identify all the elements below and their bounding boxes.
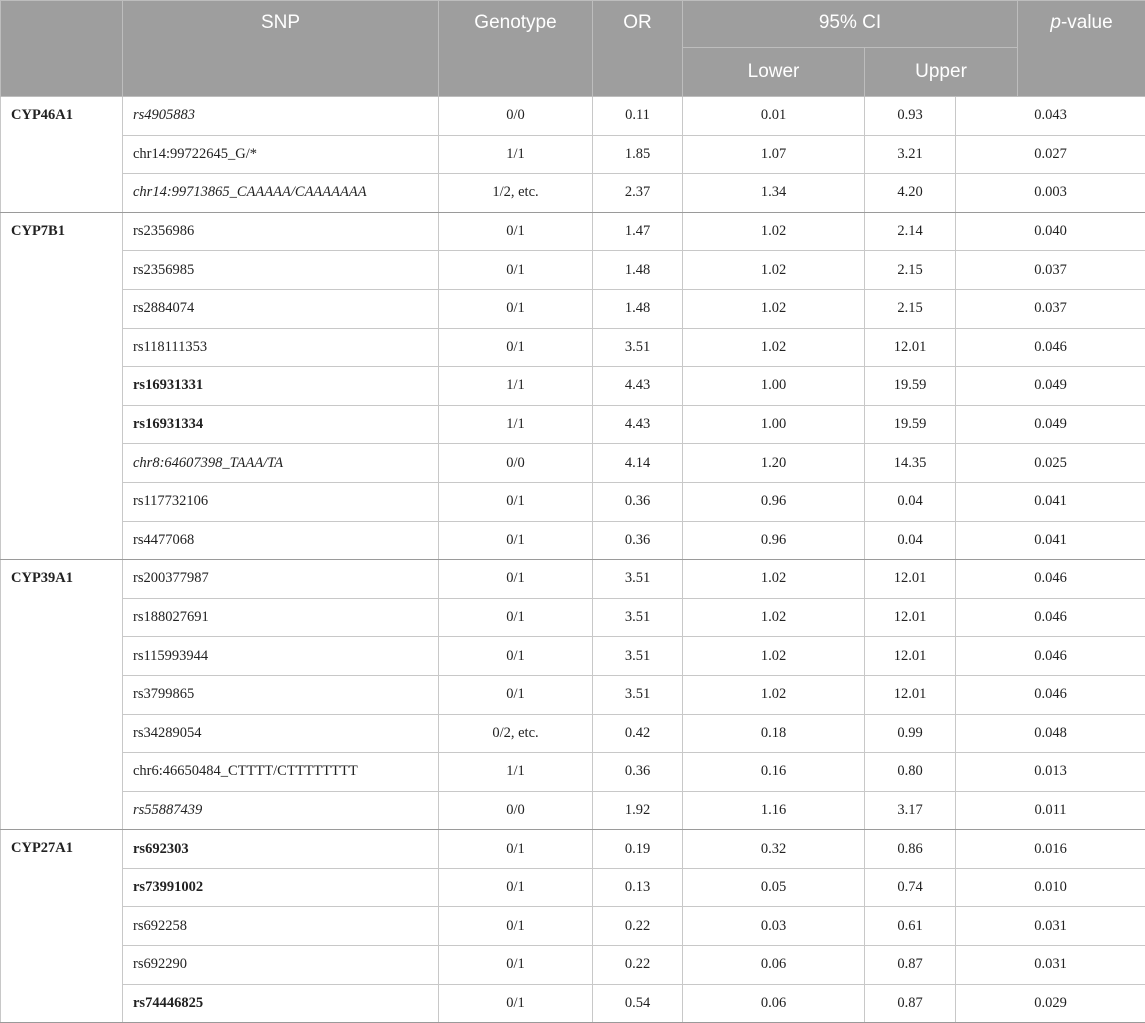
or-cell: 0.36: [593, 521, 683, 560]
gene-name: CYP46A1: [1, 97, 123, 213]
ci-upper-cell: 0.61: [865, 907, 956, 946]
snp-id-cell: rs117732106: [123, 482, 439, 521]
ci-upper-cell: 2.15: [865, 251, 956, 290]
header-lower: Lower: [683, 48, 865, 97]
p-value-cell: 0.011: [956, 791, 1145, 830]
genotype-cell: 0/1: [439, 289, 593, 328]
genotype-cell: 1/1: [439, 405, 593, 444]
snp-id-cell: rs16931334: [123, 405, 439, 444]
ci-upper-cell: 0.99: [865, 714, 956, 753]
ci-upper-cell: 12.01: [865, 560, 956, 599]
or-cell: 3.51: [593, 637, 683, 676]
table-row: [1, 482, 1145, 521]
table-row: [1, 444, 1145, 483]
genotype-cell: 0/1: [439, 984, 593, 1023]
snp-id-cell: rs692258: [123, 907, 439, 946]
p-value-cell: 0.048: [956, 714, 1145, 753]
genotype-cell: 0/1: [439, 946, 593, 985]
table-row: [1, 521, 1145, 560]
ci-lower-cell: 0.32: [683, 830, 865, 869]
genotype-cell: 0/1: [439, 328, 593, 367]
ci-upper-cell: 19.59: [865, 405, 956, 444]
genotype-cell: 1/2, etc.: [439, 174, 593, 213]
or-cell: 3.51: [593, 675, 683, 714]
genotype-cell: 0/1: [439, 830, 593, 869]
p-value-cell: 0.041: [956, 482, 1145, 521]
p-value-cell: 0.003: [956, 174, 1145, 213]
ci-lower-cell: 0.06: [683, 984, 865, 1023]
p-value-cell: 0.027: [956, 135, 1145, 174]
ci-lower-cell: 1.02: [683, 637, 865, 676]
table-row: [1, 907, 1145, 946]
table-row: [1, 637, 1145, 676]
snp-id-cell: rs200377987: [123, 560, 439, 599]
header-or: OR: [593, 1, 683, 97]
ci-upper-cell: 12.01: [865, 675, 956, 714]
snp-id-cell: rs34289054: [123, 714, 439, 753]
p-value-cell: 0.046: [956, 328, 1145, 367]
ci-lower-cell: 0.06: [683, 946, 865, 985]
ci-upper-cell: 19.59: [865, 367, 956, 406]
ci-lower-cell: 1.07: [683, 135, 865, 174]
ci-upper-cell: 0.04: [865, 482, 956, 521]
table-row: [1, 97, 1145, 136]
p-value-cell: 0.031: [956, 946, 1145, 985]
snp-id-cell: rs4905883: [123, 97, 439, 136]
table-row: [1, 212, 1145, 251]
ci-upper-cell: 0.04: [865, 521, 956, 560]
or-cell: 0.11: [593, 97, 683, 136]
p-value-cell: 0.046: [956, 560, 1145, 599]
snp-id-cell: rs115993944: [123, 637, 439, 676]
table-header: [1, 1, 1145, 97]
ci-upper-cell: 0.86: [865, 830, 956, 869]
p-value-cell: 0.043: [956, 97, 1145, 136]
snp-id-cell: chr8:64607398_TAAA/TA: [123, 444, 439, 483]
snp-id-cell: rs16931331: [123, 367, 439, 406]
ci-lower-cell: 1.02: [683, 560, 865, 599]
or-cell: 4.43: [593, 405, 683, 444]
snp-id-cell: rs74446825: [123, 984, 439, 1023]
p-value-cell: 0.040: [956, 212, 1145, 251]
snp-id-cell: chr6:46650484_CTTTT/CTTTTTTTT: [123, 753, 439, 792]
or-cell: 1.47: [593, 212, 683, 251]
ci-lower-cell: 1.02: [683, 251, 865, 290]
p-value-cell: 0.010: [956, 868, 1145, 907]
table-row: [1, 367, 1145, 406]
or-cell: 1.48: [593, 289, 683, 328]
p-value-cell: 0.041: [956, 521, 1145, 560]
ci-upper-cell: 12.01: [865, 598, 956, 637]
table-row: [1, 174, 1145, 213]
genotype-cell: 0/1: [439, 598, 593, 637]
genotype-cell: 0/1: [439, 637, 593, 676]
ci-lower-cell: 1.02: [683, 675, 865, 714]
or-cell: 0.42: [593, 714, 683, 753]
p-value-cell: 0.046: [956, 598, 1145, 637]
p-value-cell: 0.025: [956, 444, 1145, 483]
or-cell: 4.14: [593, 444, 683, 483]
genotype-cell: 0/1: [439, 521, 593, 560]
ci-lower-cell: 1.02: [683, 289, 865, 328]
genotype-cell: 0/1: [439, 868, 593, 907]
or-cell: 0.22: [593, 946, 683, 985]
genotype-cell: 0/1: [439, 482, 593, 521]
p-value-cell: 0.013: [956, 753, 1145, 792]
genotype-cell: 0/0: [439, 97, 593, 136]
table-row: [1, 830, 1145, 869]
snp-id-cell: rs73991002: [123, 868, 439, 907]
ci-upper-cell: 0.80: [865, 753, 956, 792]
ci-upper-cell: 0.87: [865, 946, 956, 985]
p-value-cell: 0.029: [956, 984, 1145, 1023]
p-value-cell: 0.016: [956, 830, 1145, 869]
or-cell: 2.37: [593, 174, 683, 213]
table-row: [1, 405, 1145, 444]
ci-lower-cell: 0.05: [683, 868, 865, 907]
snp-id-cell: rs118111353: [123, 328, 439, 367]
table-row: [1, 675, 1145, 714]
snp-id-cell: rs188027691: [123, 598, 439, 637]
ci-lower-cell: 1.16: [683, 791, 865, 830]
table-row: [1, 791, 1145, 830]
genotype-cell: 0/0: [439, 791, 593, 830]
table-row: [1, 328, 1145, 367]
table-row: [1, 714, 1145, 753]
p-value-cell: 0.037: [956, 251, 1145, 290]
table-row: [1, 868, 1145, 907]
ci-lower-cell: 1.02: [683, 328, 865, 367]
ci-upper-cell: 12.01: [865, 328, 956, 367]
or-cell: 0.36: [593, 482, 683, 521]
table-body: [1, 97, 1145, 1023]
gene-name: CYP7B1: [1, 212, 123, 559]
ci-lower-cell: 1.34: [683, 174, 865, 213]
table-row: [1, 984, 1145, 1023]
snp-id-cell: rs2356985: [123, 251, 439, 290]
ci-lower-cell: 0.01: [683, 97, 865, 136]
ci-lower-cell: 1.20: [683, 444, 865, 483]
header-snp: SNP: [123, 1, 439, 97]
table-row: [1, 946, 1145, 985]
table-row: [1, 135, 1145, 174]
header-upper: Upper: [865, 48, 1018, 97]
snp-id-cell: rs2884074: [123, 289, 439, 328]
ci-upper-cell: 12.01: [865, 637, 956, 676]
table-row: [1, 560, 1145, 599]
p-value-cell: 0.049: [956, 405, 1145, 444]
or-cell: 0.36: [593, 753, 683, 792]
snp-id-cell: rs2356986: [123, 212, 439, 251]
snp-id-cell: rs692303: [123, 830, 439, 869]
p-value-cell: 0.037: [956, 289, 1145, 328]
snp-id-cell: chr14:99722645_G/*: [123, 135, 439, 174]
genotype-cell: 0/2, etc.: [439, 714, 593, 753]
genotype-cell: 0/1: [439, 907, 593, 946]
or-cell: 3.51: [593, 598, 683, 637]
ci-lower-cell: 1.02: [683, 212, 865, 251]
table-row: [1, 753, 1145, 792]
ci-upper-cell: 0.74: [865, 868, 956, 907]
header-95-ci: 95% CI: [683, 1, 1018, 48]
ci-lower-cell: 1.02: [683, 598, 865, 637]
or-cell: 0.19: [593, 830, 683, 869]
genotype-cell: 1/1: [439, 367, 593, 406]
or-cell: 0.54: [593, 984, 683, 1023]
ci-upper-cell: 0.93: [865, 97, 956, 136]
header-p-rest: -value: [1061, 12, 1113, 33]
ci-upper-cell: 3.17: [865, 791, 956, 830]
genotype-cell: 0/1: [439, 251, 593, 290]
gene-name: CYP27A1: [1, 830, 123, 1023]
snp-id-cell: rs3799865: [123, 675, 439, 714]
genotype-cell: 0/0: [439, 444, 593, 483]
p-value-cell: 0.031: [956, 907, 1145, 946]
ci-upper-cell: 14.35: [865, 444, 956, 483]
table-row: [1, 598, 1145, 637]
genotype-cell: 0/1: [439, 675, 593, 714]
genotype-cell: 0/1: [439, 560, 593, 599]
ci-lower-cell: 0.96: [683, 482, 865, 521]
genotype-cell: 1/1: [439, 135, 593, 174]
ci-upper-cell: 2.15: [865, 289, 956, 328]
or-cell: 0.13: [593, 868, 683, 907]
header-gene-blank: [1, 1, 123, 97]
table-row: [1, 251, 1145, 290]
p-value-cell: 0.049: [956, 367, 1145, 406]
snp-id-cell: chr14:99713865_CAAAAA/CAAAAAAA: [123, 174, 439, 213]
ci-upper-cell: 4.20: [865, 174, 956, 213]
ci-lower-cell: 0.03: [683, 907, 865, 946]
ci-upper-cell: 2.14: [865, 212, 956, 251]
snp-id-cell: rs692290: [123, 946, 439, 985]
or-cell: 1.48: [593, 251, 683, 290]
or-cell: 1.85: [593, 135, 683, 174]
ci-lower-cell: 0.96: [683, 521, 865, 560]
genotype-cell: 1/1: [439, 753, 593, 792]
p-value-cell: 0.046: [956, 637, 1145, 676]
or-cell: 0.22: [593, 907, 683, 946]
ci-lower-cell: 0.18: [683, 714, 865, 753]
table-row: [1, 289, 1145, 328]
header-genotype: Genotype: [439, 1, 593, 97]
or-cell: 3.51: [593, 560, 683, 599]
snp-id-cell: rs55887439: [123, 791, 439, 830]
ci-upper-cell: 3.21: [865, 135, 956, 174]
ci-lower-cell: 1.00: [683, 405, 865, 444]
ci-lower-cell: 1.00: [683, 367, 865, 406]
or-cell: 4.43: [593, 367, 683, 406]
ci-upper-cell: 0.87: [865, 984, 956, 1023]
p-value-cell: 0.046: [956, 675, 1145, 714]
snp-id-cell: rs4477068: [123, 521, 439, 560]
ci-lower-cell: 0.16: [683, 753, 865, 792]
genotype-cell: 0/1: [439, 212, 593, 251]
or-cell: 1.92: [593, 791, 683, 830]
or-cell: 3.51: [593, 328, 683, 367]
header-p-italic: p: [1050, 12, 1061, 33]
gene-name: CYP39A1: [1, 560, 123, 830]
header-p-value: [1018, 1, 1145, 97]
